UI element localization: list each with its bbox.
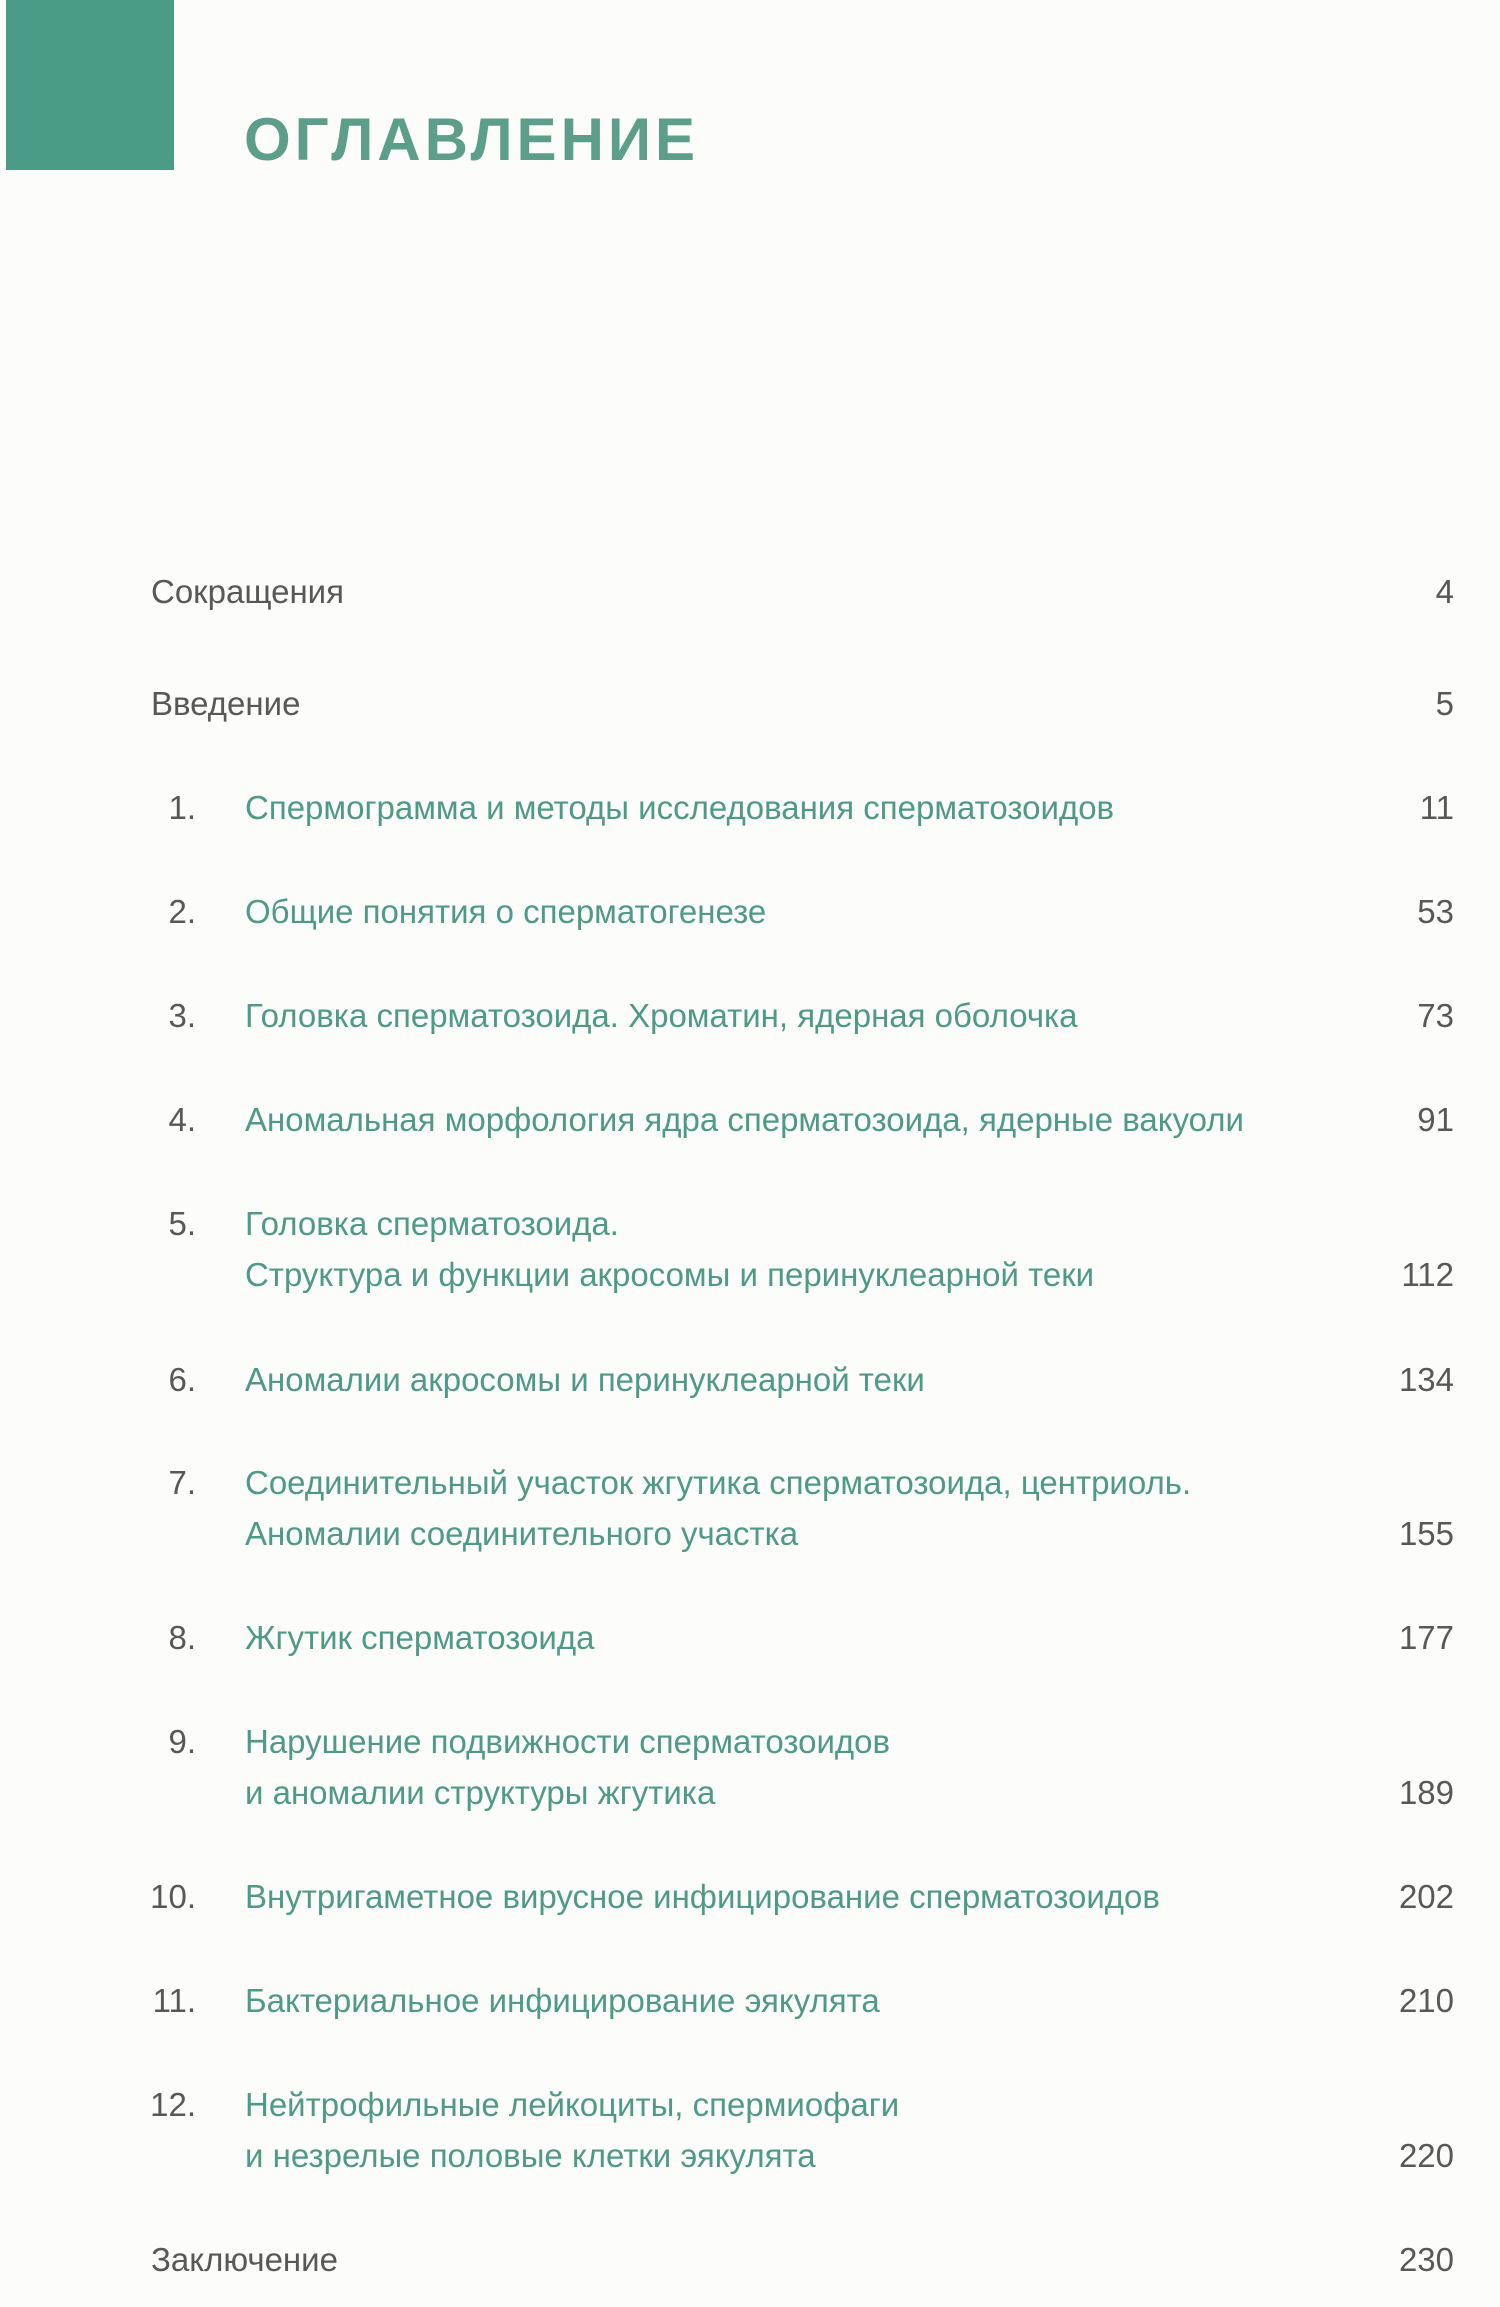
toc-entry-number: 2. xyxy=(168,893,196,930)
toc-entry-title: Аномальная морфология ядра сперматозоида, ядерные вакуоли xyxy=(245,1101,1244,1138)
toc-entry-title: Аномалии соединительного участка xyxy=(245,1515,799,1552)
toc-entry-page: 177 xyxy=(1398,1619,1454,1656)
toc-entry-page: 91 xyxy=(1417,1101,1454,1138)
toc-entry-title: и аномалии структуры жгутика xyxy=(245,1774,716,1811)
toc-entry-number: 6. xyxy=(168,1361,196,1398)
toc-entry-title: Сокращения xyxy=(151,573,344,610)
toc-entry-page: 202 xyxy=(1398,1878,1454,1915)
toc-entry-number: 9. xyxy=(168,1723,196,1760)
toc-entry-page: 210 xyxy=(1398,1982,1454,2019)
toc-entry-page: 5 xyxy=(1435,685,1454,722)
toc-entry-number: 7. xyxy=(168,1464,196,1501)
toc-entry-number: 5. xyxy=(168,1205,196,1242)
toc-entry-title: Заключение xyxy=(151,2241,338,2278)
toc-entry-page: 11 xyxy=(1419,789,1454,826)
toc-entry-number: 3. xyxy=(168,997,196,1034)
toc-entry-title: Нейтрофильные лейкоциты, спермиофаги xyxy=(245,2086,900,2123)
toc-entry-title: Спермограмма и методы исследования сперматозоидов xyxy=(245,789,1115,826)
toc-entry-number: 1. xyxy=(168,789,196,826)
toc-entry-number: 10. xyxy=(150,1878,196,1915)
toc-entry-title: Головка сперматозоида. Хроматин, ядерная оболочка xyxy=(245,997,1078,1034)
toc-entry-title: Аномалии акросомы и перинуклеарной теки xyxy=(245,1361,925,1398)
toc-entry-page: 4 xyxy=(1435,573,1454,610)
toc-entry-page: 220 xyxy=(1398,2137,1454,2174)
toc-entry-page: 189 xyxy=(1398,1774,1454,1811)
toc-entry-page: 73 xyxy=(1417,997,1454,1034)
toc-entry-title: Нарушение подвижности сперматозоидов xyxy=(245,1723,891,1760)
toc-entry-title: и незрелые половые клетки эякулята xyxy=(245,2137,816,2174)
toc-entry-title: Общие понятия о сперматогенезе xyxy=(245,893,767,930)
page-title: ОГЛАВЛЕНИЕ xyxy=(244,106,700,173)
toc-entry-title: Бактериальное инфицирование эякулята xyxy=(245,1982,880,2019)
toc-entry-page: 112 xyxy=(1401,1256,1454,1293)
toc-entry-number: 12. xyxy=(150,2086,196,2123)
toc-entry-page: 155 xyxy=(1398,1515,1454,1552)
toc-entry-title: Структура и функции акросомы и перинуклеарной теки xyxy=(245,1256,1095,1293)
toc-entry-number: 8. xyxy=(168,1619,196,1656)
toc-entry-page: 134 xyxy=(1398,1361,1454,1398)
toc-entry-number: 4. xyxy=(168,1101,196,1138)
toc-entry-number: 11. xyxy=(152,1982,196,2019)
toc-entry-title: Жгутик сперматозоида xyxy=(245,1619,595,1656)
toc-entry-page: 53 xyxy=(1417,893,1454,930)
toc-entry-title: Соединительный участок жгутика сперматозоида, центриоль. xyxy=(245,1464,1192,1501)
toc-entry-title: Введение xyxy=(151,685,301,722)
toc-entry-page: 230 xyxy=(1398,2241,1454,2278)
toc-entry-title: Внутригаметное вирусное инфицирование сперматозоидов xyxy=(245,1878,1160,1915)
toc-entry-title: Головка сперматозоида. xyxy=(245,1205,619,1242)
